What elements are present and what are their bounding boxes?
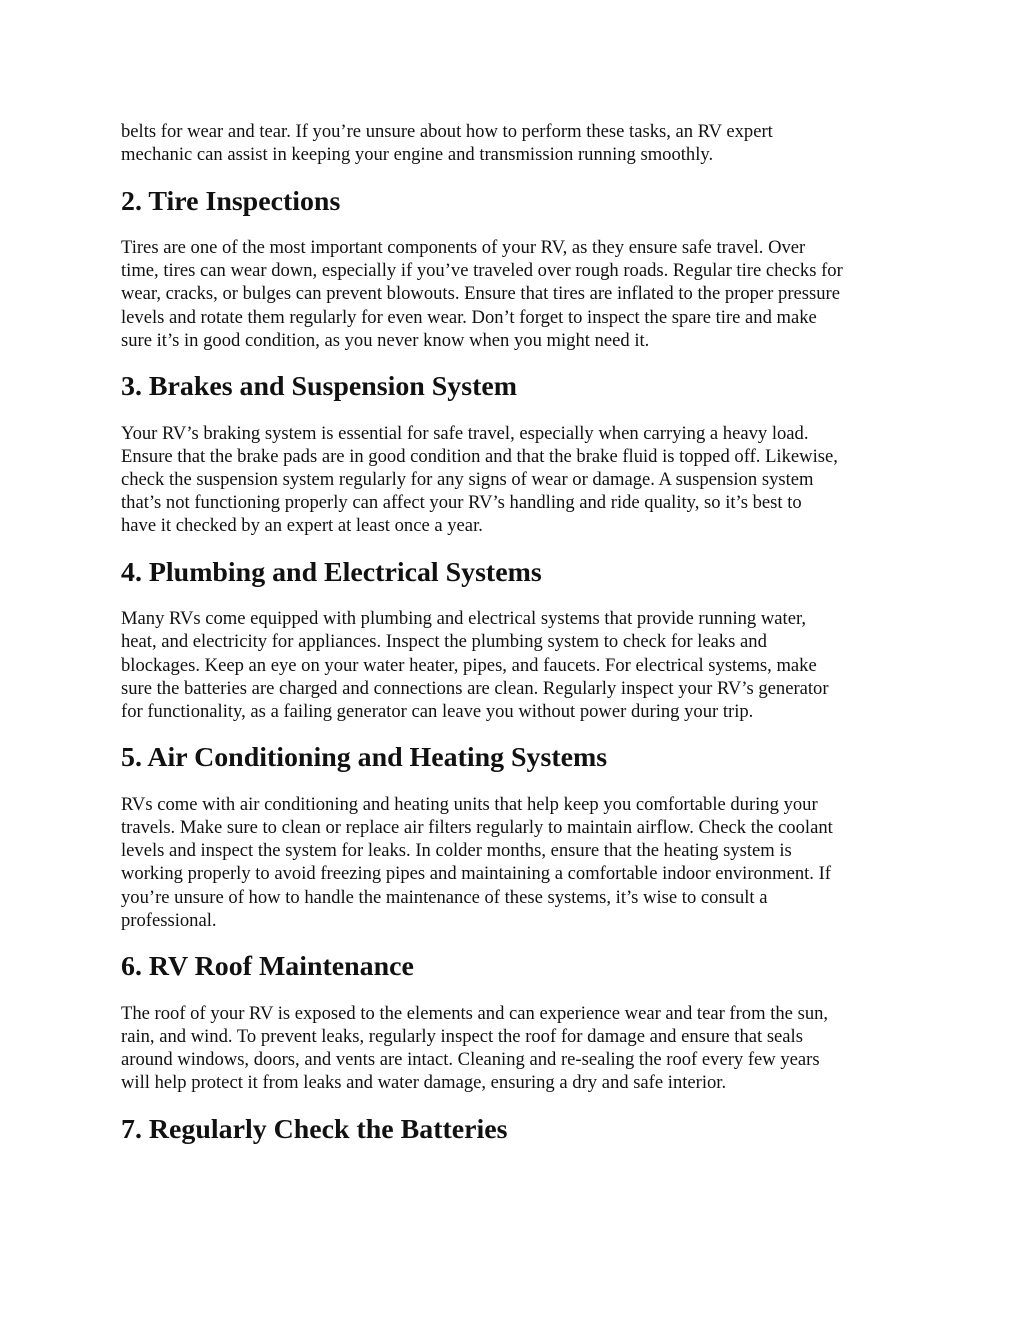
section-heading-batteries: 7. Regularly Check the Batteries: [121, 1113, 508, 1145]
section-heading-plumbing-electrical: 4. Plumbing and Electrical Systems: [121, 556, 542, 588]
section-body-air-conditioning-heating: RVs come with air conditioning and heating units that help keep you comfortable during your travels. Make sure to clean or replace air filters regularly to maintain airflow. Check the coolant levels and inspect the system for leaks. In colder months, ensure that the heating system is working properly to avoid freezing pipes and maintaining a comfortable indoor environment. If you’re unsure of how to handle the maintenance of these systems, it’s wise to consult a professional.: [121, 793, 833, 931]
section-body-tire-inspections: Tires are one of the most important components of your RV, as they ensure safe travel. Over time, tires can wear down, especially if you’ve traveled over rough roads. Regular tire checks for wear, cracks, or bulges can prevent blowouts. Ensure that tires are inflated to the proper pressure levels and rotate them regularly for even wear. Don’t forget to inspect the spare tire and make sure it’s in good condition, as you never know when you might need it.: [121, 236, 843, 351]
section-body-plumbing-electrical: Many RVs come equipped with plumbing and electrical systems that provide running water, heat, and electricity for appliances. Inspect the plumbing system to check for leaks and blockages. Keep an eye on your water heater, pipes, and faucets. For electrical systems, make sure the batteries are charged and connections are clean. Regularly inspect your RV’s generator for functionality, as a failing generator can leave you without power during your trip.: [121, 608, 829, 722]
intro-paragraph: belts for wear and tear. If you’re unsure about how to perform these tasks, an RV expert mechanic can assist in keeping your engine and transmission running smoothly.: [121, 121, 773, 166]
section-heading-brakes-suspension: 3. Brakes and Suspension System: [121, 371, 517, 403]
section-heading-air-conditioning-heating: 5. Air Conditioning and Heating Systems: [121, 742, 608, 774]
document-page: [121, 120, 911, 1164]
section-heading-tire-inspections: 2. Tire Inspections: [121, 185, 341, 217]
section-heading-roof-maintenance: 6. RV Roof Maintenance: [121, 951, 414, 983]
section-body-roof-maintenance: The roof of your RV is exposed to the elements and can experience wear and tear from the sun, rain, and wind. To prevent leaks, regularly inspect the roof for damage and ensure that seals around windows, doors, and vents are intact. Cleaning and re-sealing the roof every few years will help protect it from leaks and water damage, ensuring a dry and safe interior.: [121, 1002, 829, 1094]
section-body-brakes-suspension: Your RV’s braking system is essential for safe travel, especially when carrying a heavy load. Ensure that the brake pads are in good condition and that the brake fluid is topped off. Likewise, check the suspension system regularly for any signs of wear or damage. A suspension system that’s not functioning properly can affect your RV’s handling and ride quality, so it’s best to have it checked by an expert at least once a year.: [121, 422, 838, 537]
